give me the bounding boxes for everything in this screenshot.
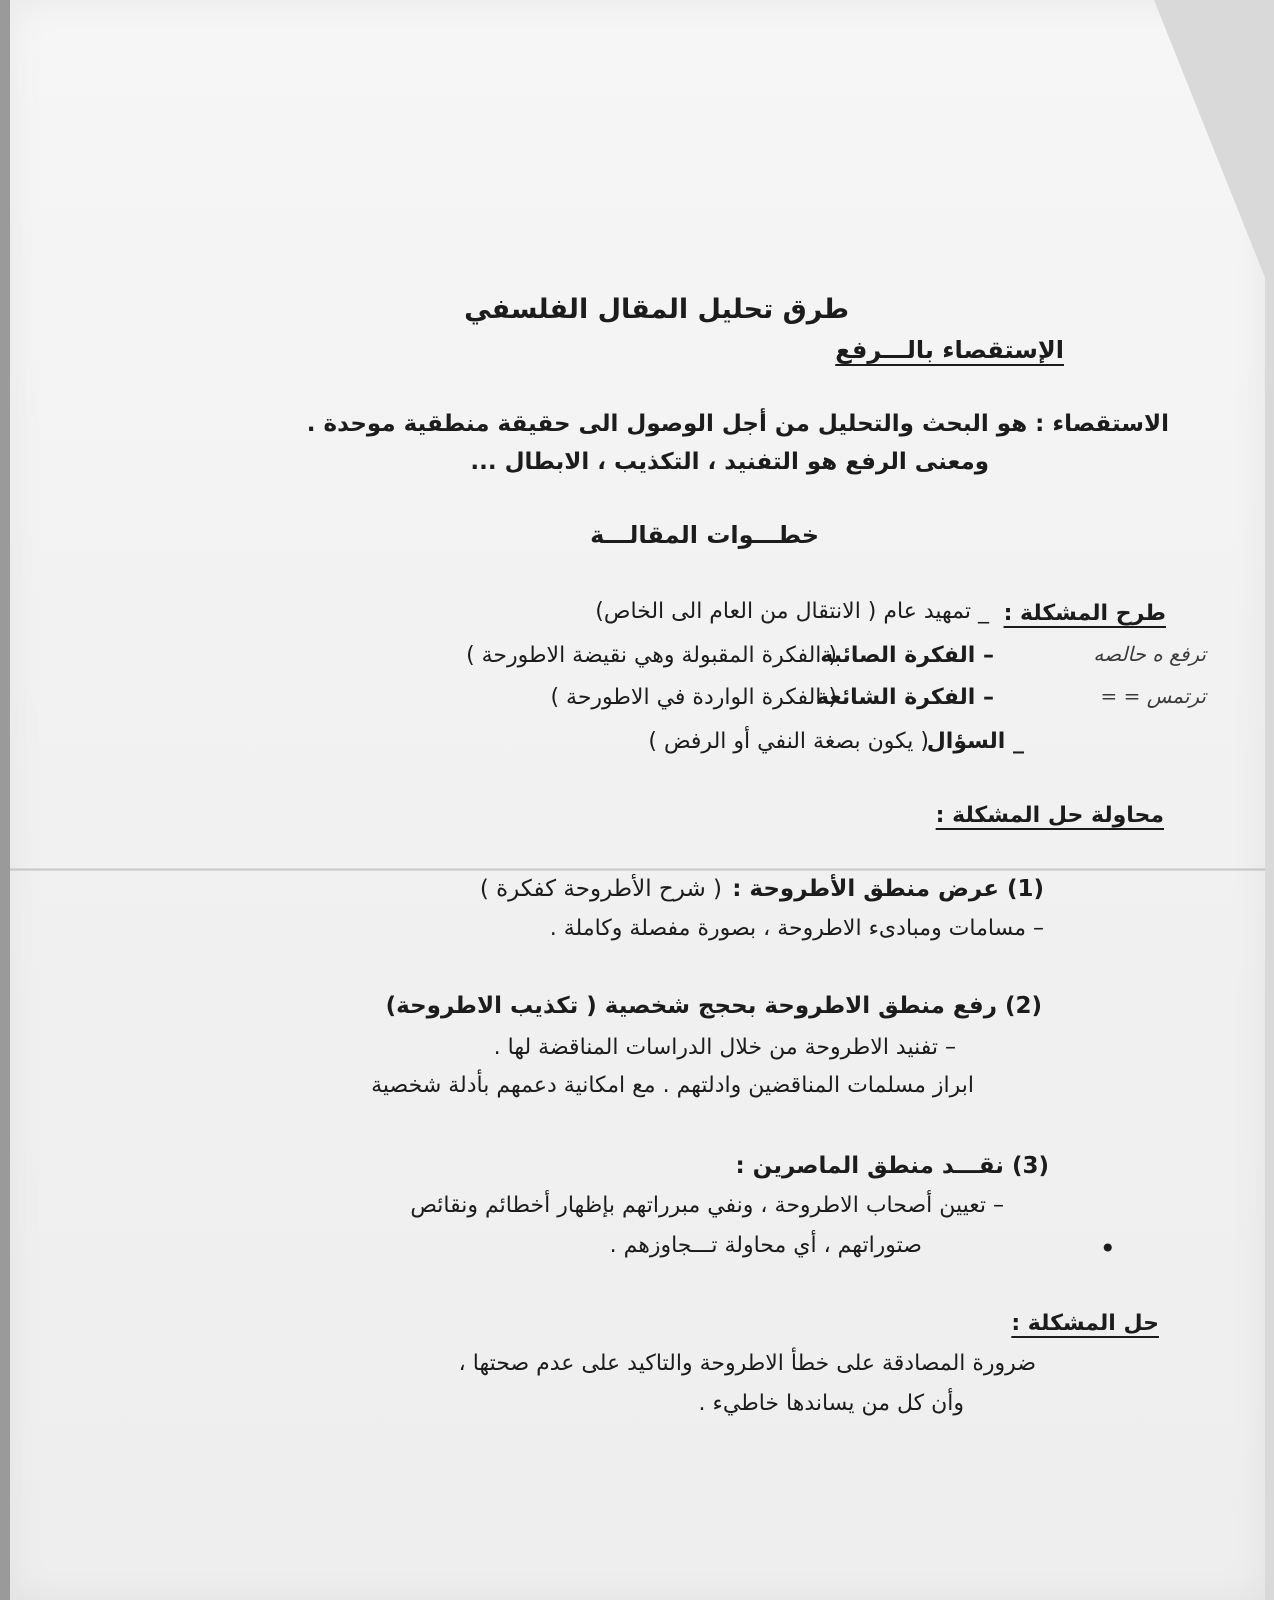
section-2-line-2: ابراز مسلمات المناقضين وادلتهم . مع امكانية دعمهم بأدلة شخصية: [371, 1073, 974, 1098]
common-idea-label: – الفكرة الشائعة: [816, 685, 994, 710]
folded-corner: [1154, 0, 1274, 300]
handwritten-note-1: ترفع ه حالصه: [1093, 642, 1206, 666]
definition-line-2: ومعنى الرفع هو التفنيد ، التكذيب ، الابطال ...: [470, 449, 989, 475]
common-idea-text: ( الفكرة الواردة في الاطورحة ): [550, 685, 837, 710]
section-3-title: (3) نقـــد منطق الماصرين :: [735, 1153, 1049, 1179]
solution-line-1: ضرورة المصادقة على خطأ الاطروحة والتاكيد على عدم صحتها ،: [458, 1351, 1036, 1376]
question-label: _ السؤال: [926, 729, 1024, 754]
problem-statement-label: طرح المشكلة :: [1003, 601, 1166, 626]
stray-dot: •: [1099, 1232, 1116, 1265]
handwritten-note-2: ترتمس = =: [1100, 684, 1206, 708]
correct-idea-text: ( الفكرة المقبولة وهي نقيضة الاطورحة ): [466, 643, 837, 668]
page-title: طرق تحليل المقال الفلسفي: [464, 294, 849, 325]
section-1-note: ( شرح الأطروحة كفكرة ): [479, 876, 722, 902]
section-1-line-1: – مسامات ومبادىء الاطروحة ، بصورة مفصلة وكاملة .: [549, 916, 1044, 941]
definition-line-1: الاستقصاء : هو البحث والتحليل من أجل الوصول الى حقيقة منطقية موحدة .: [306, 411, 1169, 437]
section-2-title: (2) رفع منطق الاطروحة بحجج شخصية ( تكذيب الاطروحة): [385, 993, 1042, 1019]
correct-idea-label: – الفكرة الصائبة: [820, 643, 994, 668]
solution-heading: حل المشكلة :: [1011, 1311, 1159, 1336]
section-2-line-1: – تفنيد الاطروحة من خلال الدراسات المناقضة لها .: [493, 1035, 956, 1060]
paper-fold-line: [10, 868, 1265, 871]
section-3-line-1: – تعيين أصحاب الاطروحة ، ونفي مبرراتهم بإظهار أخطائم ونقائص: [410, 1193, 1004, 1218]
page-subtitle: الإستقصاء بالـــرفع: [835, 336, 1064, 364]
solution-line-2: وأن كل من يساندها خاطيء .: [698, 1391, 964, 1416]
question-text: ( يكون بصغة النفي أو الرفض ): [648, 729, 929, 754]
section-3-line-2: صتوراتهم ، أي محاولة تـــجاوزهم .: [609, 1233, 922, 1258]
attempt-heading: محاولة حل المشكلة :: [935, 803, 1164, 828]
section-1-title: (1) عرض منطق الأطروحة :: [732, 876, 1044, 902]
problem-statement-intro: _ تمهيد عام ( الانتقال من العام الى الخاص): [595, 599, 989, 624]
steps-heading: خطـــوات المقالـــة: [590, 521, 819, 549]
